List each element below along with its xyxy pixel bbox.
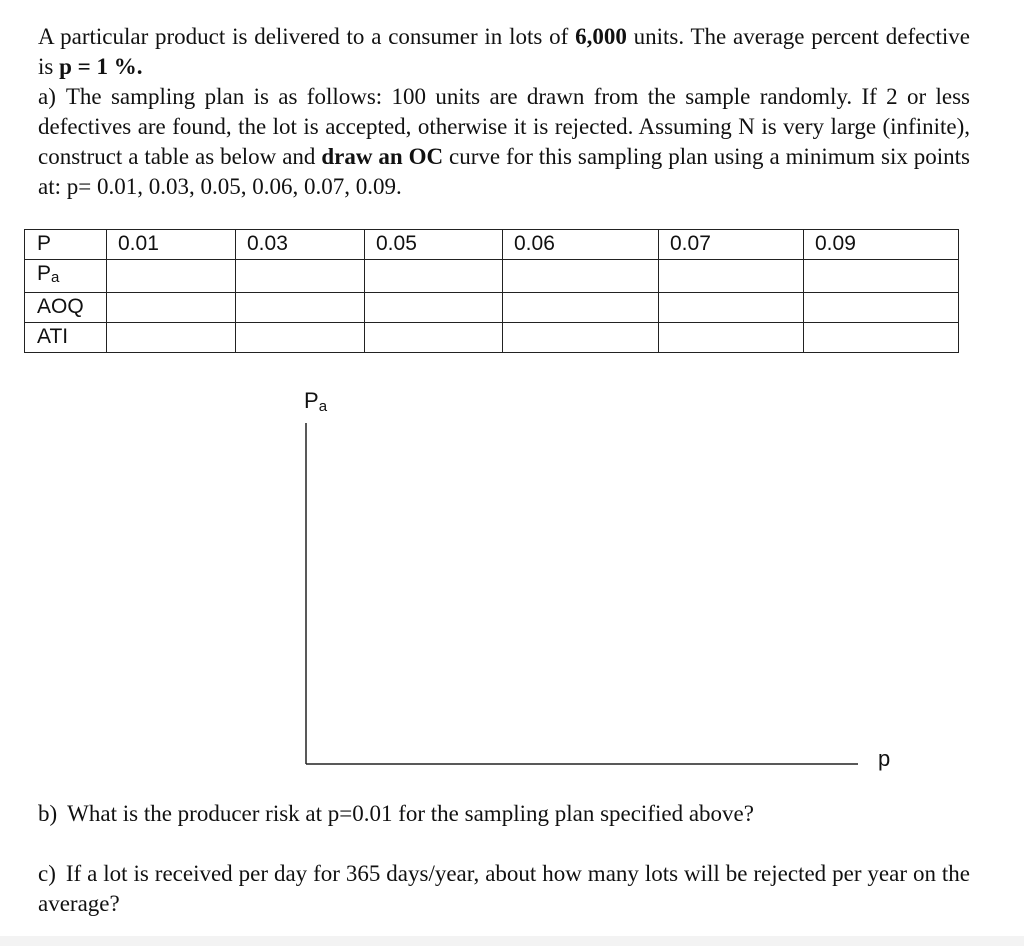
part-a — [38, 82, 970, 202]
x-axis-label: p — [878, 746, 891, 771]
table-header-cell: 0.05 — [365, 230, 503, 260]
table-cell — [236, 260, 365, 293]
intro-text-mid: units. The average percent defective is — [38, 24, 971, 79]
row-label-ati: ATI — [25, 323, 107, 353]
part-b-label: b) — [38, 801, 58, 826]
table-cell — [365, 293, 503, 323]
table-row — [25, 323, 959, 353]
table-cell — [236, 293, 365, 323]
page-bottom-strip — [0, 936, 1024, 946]
part-a-bold: draw an OC — [321, 144, 444, 169]
lot-size: 6,000 — [575, 24, 627, 49]
table-cell — [365, 323, 503, 353]
row-label-aoq: AOQ — [25, 293, 107, 323]
oc-curve-chart — [0, 380, 1024, 780]
table-header-cell: 0.01 — [107, 230, 236, 260]
table-cell — [659, 323, 804, 353]
table-cell — [503, 323, 659, 353]
part-a-label: a) — [38, 84, 56, 109]
table-cell — [659, 293, 804, 323]
table-cell — [107, 293, 236, 323]
table-cell — [659, 260, 804, 293]
part-c-label: c) — [38, 861, 56, 886]
table-cell — [804, 260, 959, 293]
y-axis-label: Pa — [304, 388, 328, 415]
table-cell — [804, 293, 959, 323]
table-cell — [503, 293, 659, 323]
part-b-text: What is the producer risk at p=0.01 for the sampling plan specified above? — [67, 801, 754, 826]
oc-table — [24, 229, 959, 353]
table-cell — [804, 323, 959, 353]
table-header-cell: 0.06 — [503, 230, 659, 260]
table-header-cell: 0.03 — [236, 230, 365, 260]
table-cell — [107, 260, 236, 293]
table-cell — [365, 260, 503, 293]
part-a-text-1: The sampling plan is as follows: 100 units are drawn from the sample randomly. If 2 or less defectives are found, the lot is accepted, otherwise it is rejected. Assuming N is very large (infinite), construct a table as below and — [38, 84, 970, 169]
defect-rate: p = 1 %. — [59, 54, 143, 79]
table-row — [25, 293, 959, 323]
part-a-text-2: curve for this sampling plan using a minimum six points at: p= 0.01, 0.03, 0.05, 0.06, 0.07, 0.09. — [38, 144, 970, 199]
part-b — [38, 799, 970, 829]
table-header-cell: 0.09 — [804, 230, 959, 260]
problem-intro — [38, 22, 970, 82]
table-header-cell: 0.07 — [659, 230, 804, 260]
table-cell — [107, 323, 236, 353]
table-cell — [503, 260, 659, 293]
table-row — [25, 260, 959, 293]
intro-text-before: A particular product is delivered to a consumer in lots of — [38, 24, 576, 49]
part-c — [38, 859, 970, 919]
table-header-label: P — [25, 230, 107, 260]
table-cell — [236, 323, 365, 353]
part-c-text: If a lot is received per day for 365 days/year, about how many lots will be rejected per year on the average? — [38, 861, 970, 916]
table-header-row — [25, 230, 959, 260]
row-label-pa: $P_a$ — [25, 260, 107, 293]
